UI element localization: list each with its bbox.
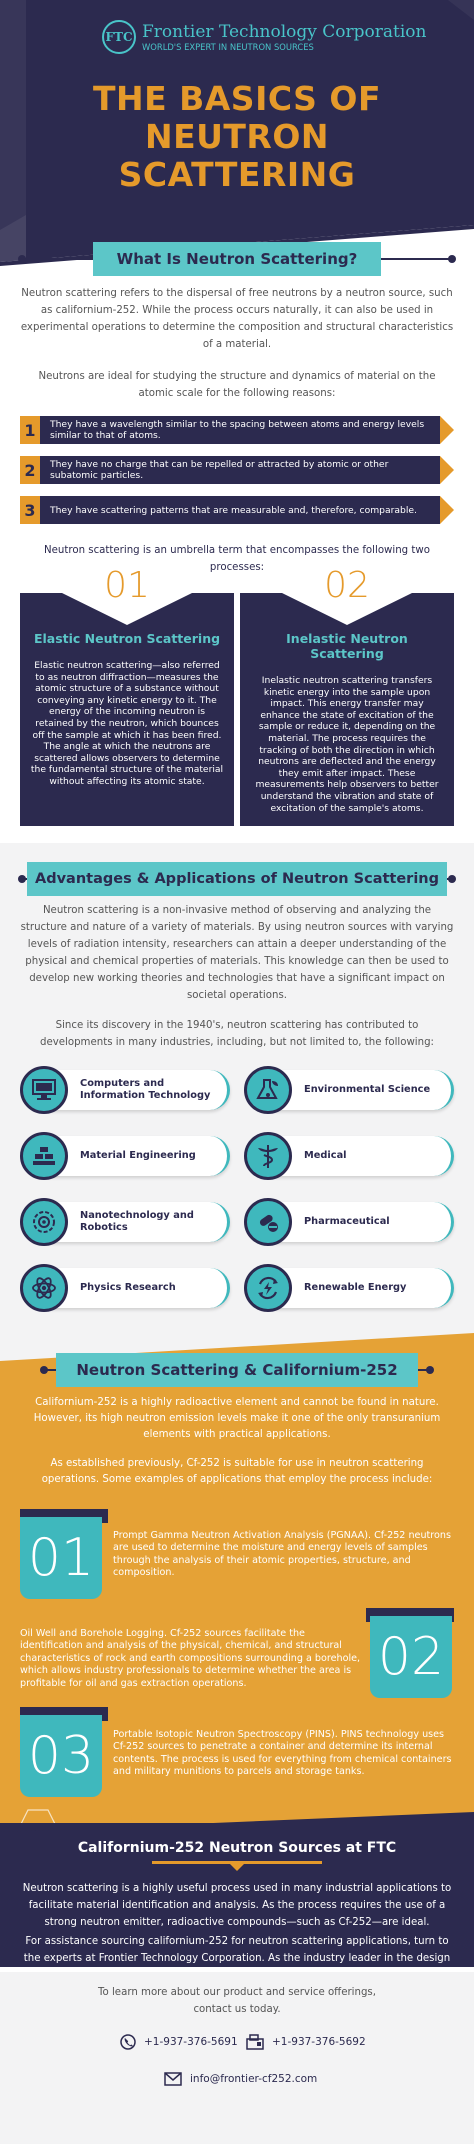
umbrella-text: Neutron scattering is an umbrella term that encompasses the following two processes: — [44, 545, 430, 573]
process-number: 02 — [324, 565, 370, 606]
reason-arrow — [440, 416, 454, 444]
ftc-heading: Californium-252 Neutron Sources at FTC — [77, 1840, 397, 1856]
page-title — [0, 80, 474, 194]
section-banner-californium — [56, 1353, 418, 1387]
title-line-2: NEUTRON — [144, 117, 330, 156]
californium-item-text: Portable Isotopic Neutron Spectroscopy (PINS). PINS technology uses Cf-252 sources to penetrate a container and determine its internal contents. The process is used for everything from chemical containers and military munitions to parcels and storage tanks. — [113, 1729, 452, 1778]
phone-row[interactable] — [120, 2034, 238, 2050]
fax-icon — [246, 2034, 264, 2050]
item-number: 03 — [20, 1715, 102, 1797]
industry-item — [244, 1132, 462, 1180]
californium-para-1: Californium-252 is a highly radioactive element and cannot be found in nature. However, its high neutron emission levels make it one of the only transuranium elements with practical applications. — [33, 1397, 441, 1440]
industry-item — [244, 1264, 462, 1312]
industry-label: Renewable Energy — [274, 1268, 454, 1308]
process-number: 01 — [104, 565, 150, 606]
industry-item — [20, 1132, 238, 1180]
contact-intro: To learn more about our product and service offerings, contact us today. — [98, 1987, 376, 2015]
flask-leaf-icon — [244, 1066, 292, 1114]
computer-icon — [20, 1066, 68, 1114]
reason-arrow — [440, 456, 454, 484]
email-icon — [164, 2072, 182, 2086]
reason-text: They have scattering patterns that are measurable and, therefore, comparable. — [40, 496, 440, 524]
bricks-icon — [20, 1132, 68, 1180]
industry-item — [20, 1066, 238, 1114]
company-logo[interactable] — [102, 20, 426, 54]
header — [0, 0, 474, 262]
ftc-top-edge — [0, 1812, 474, 1842]
banner-dot — [18, 255, 26, 263]
reason-arrow — [440, 496, 454, 524]
section-heading: Neutron Scattering & Californium-252 — [76, 1361, 398, 1379]
industry-label: Material Engineering — [50, 1136, 230, 1176]
industry-label: Nanotechnology and Robotics — [50, 1202, 230, 1242]
industry-label: Medical — [274, 1136, 454, 1176]
section-heading: What Is Neutron Scattering? — [116, 250, 358, 268]
company-name: Frontier Technology Corporation — [142, 22, 427, 42]
industry-item — [244, 1066, 462, 1114]
ftc-para-2: For assistance sourcing californium-252 for neutron scattering applications, turn to the experts at Frontier Technology Corporation. As the industry leader in the design — [23, 1936, 451, 1964]
process-box-elastic — [20, 593, 234, 826]
what-ideal: Neutrons are ideal for studying the structure and dynamics of material on the atomic scale for the following reasons: — [38, 371, 436, 399]
banner-dot — [426, 1366, 434, 1374]
process-text: Inelastic neutron scattering transfers kinetic energy into the sample upon impact. This energy transfer may enhance the state of excitation of the sample or reduce it, depending on the material. The process requires the tracking of both the direction in which neutrons are deflected and the energy they emit after impact. These measurements help observers to better understand the vibration and state of excitation of the sample's atoms. — [255, 675, 439, 814]
caduceus-icon — [244, 1132, 292, 1180]
reason-text: They have a wavelength similar to the spacing between atoms and energy levels similar to that of atoms. — [40, 416, 440, 444]
email-address[interactable]: info@frontier-cf252.com — [190, 2073, 318, 2085]
phone-number[interactable]: +1-937-376-5691 — [144, 2036, 238, 2048]
ftc-para-1: Neutron scattering is a highly useful process used in many industrial applications to facilitate material identification and analysis. As the process requires the use of a strong neutron emitter, radioactive compounds—such as Cf-252—are ideal. — [22, 1883, 452, 1928]
recycle-bolt-icon — [244, 1264, 292, 1312]
logo-mark: FTC — [102, 20, 136, 54]
banner-dot — [448, 255, 456, 263]
advantages-para-1: Neutron scattering is a non-invasive method of observing and analyzing the structure and nature of a variety of materials. By using neutron sources with varying levels of radiation intensity, researchers can attain a deeper understanding of the physical and chemical properties of materials. This knowledge can then be used to develop new working theories and technologies that have a significant impact on societal operations. — [20, 905, 454, 1001]
industry-label: Physics Research — [50, 1268, 230, 1308]
pills-icon — [244, 1198, 292, 1246]
industry-item — [20, 1264, 238, 1312]
fax-row[interactable] — [246, 2034, 366, 2050]
ftc-heading-pointer — [230, 1864, 244, 1871]
reason-text: They have no charge that can be repelled or attracted by atomic or other subatomic particles. — [40, 456, 440, 484]
process-title: Elastic Neutron Scattering — [33, 631, 221, 646]
section-heading: Advantages & Applications of Neutron Scattering — [35, 871, 439, 887]
reason-number: 2 — [20, 456, 40, 484]
what-intro: Neutron scattering refers to the dispersal of free neutrons by a neutron source, such as californium-252. While the process occurs naturally, it can also be used in experimental operations to determine the composition and structural characteristics of a material. — [20, 288, 454, 350]
banner-dot — [18, 875, 26, 883]
item-number: 01 — [20, 1517, 102, 1599]
item-number: 02 — [370, 1616, 452, 1698]
company-tagline: WORLD'S EXPERT IN NEUTRON SOURCES — [142, 42, 314, 52]
title-line-3: SCATTERING — [118, 155, 356, 194]
phone-icon — [120, 2034, 136, 2050]
californium-para-2: As established previously, Cf-252 is suitable for use in neutron scattering operations. Some examples of applications that employ the process include: — [41, 1458, 433, 1485]
industry-item — [20, 1198, 238, 1246]
atom-icon — [20, 1264, 68, 1312]
industry-label: Environmental Science — [274, 1070, 454, 1110]
section-banner-advantages — [27, 862, 447, 896]
reason-number: 3 — [20, 496, 40, 524]
reason-number: 1 — [20, 416, 40, 444]
fax-number[interactable]: +1-937-376-5692 — [272, 2036, 366, 2048]
industry-item — [244, 1198, 462, 1246]
californium-item-text: Oil Well and Borehole Logging. Cf-252 sources facilitate the identification and analysis of the physical, chemical, and structural characteristics of rock and earth compositions surrounding a borehole, which allows industry professionals to determine whether the area is profitable for oil and gas extraction operations. — [20, 1628, 361, 1689]
industry-label: Computers and Information Technology — [50, 1070, 230, 1110]
gear-brain-icon — [20, 1198, 68, 1246]
process-title: Inelastic Neutron Scattering — [286, 631, 408, 661]
banner-dot — [448, 875, 456, 883]
title-line-1: THE BASICS OF — [92, 79, 382, 118]
californium-item-text: Prompt Gamma Neutron Activation Analysis (PGNAA). Cf-252 neutrons are used to determine the moisture and energy levels of samples through the analysis of their atomic properties, structure, and composition. — [113, 1530, 451, 1579]
industry-label: Pharmaceutical — [274, 1202, 454, 1242]
process-box-inelastic — [240, 593, 454, 826]
section-banner-what — [93, 242, 381, 276]
banner-dot — [40, 1366, 48, 1374]
advantages-para-2: Since its discovery in the 1940's, neutron scattering has contributed to developments in many industries, including, but not limited to, the following: — [40, 1020, 434, 1048]
process-text: Elastic neutron scattering—also referred to as neutron diffraction—measures the atomic structure of a substance without conveying any kinetic energy to it. The energy of the incoming neutron is retained by the neutron, which bounces off the sample at which it has been fired. The angle at which the neutrons are scattered allows observers to determine the fundamental structure of the material without affecting its atomic state. — [30, 660, 224, 787]
email-row[interactable] — [164, 2072, 317, 2086]
